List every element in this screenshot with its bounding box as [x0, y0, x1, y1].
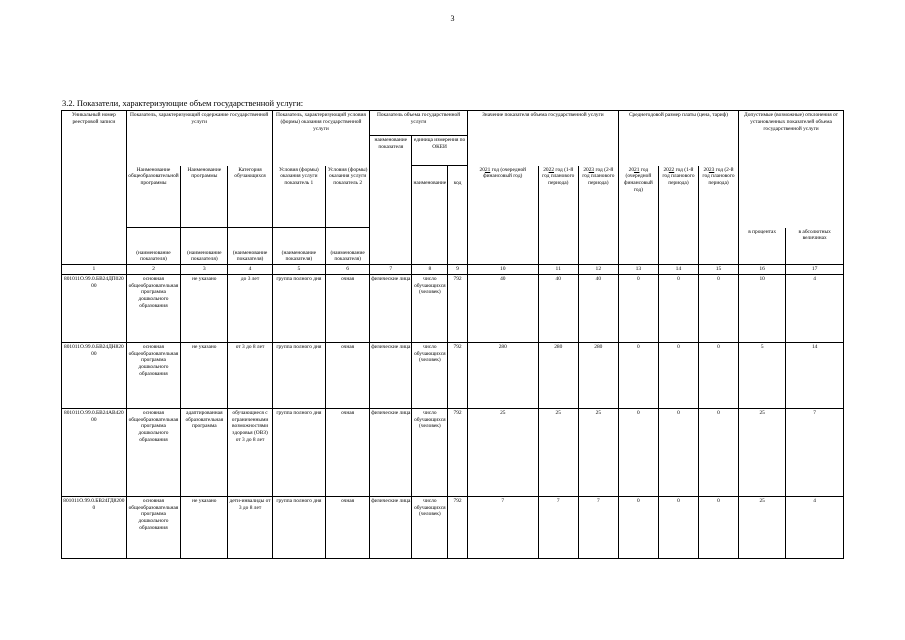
row-value-y1: 7 — [467, 496, 538, 558]
naim-cond2: (наименование показателя) — [326, 228, 370, 265]
header-year-1 — [467, 166, 538, 265]
year-2-post: год (1-й год планового периода) — [542, 166, 575, 186]
row-indicator: физические лица — [370, 342, 412, 408]
row-cond2: очная — [326, 342, 370, 408]
row-fee-y1: 0 — [618, 342, 658, 408]
naim-category: (наименование показателя) — [228, 228, 272, 265]
row-deviation-absolute: 14 — [786, 342, 844, 408]
header-unit-okei: единица измерения по ОКЕИ — [412, 136, 467, 166]
header-row-3 — [62, 166, 844, 228]
header-content-indicator: Показатель, характеризующий содержание государственной услуги — [126, 111, 272, 136]
naim-program-name: (наименование показателя) — [181, 228, 228, 265]
row-value-y1: 25 — [467, 408, 538, 496]
row-value-y3: 40 — [578, 274, 618, 342]
fee-year-1-num: 21 — [634, 166, 640, 173]
row-program-name: не указано — [181, 496, 228, 558]
row-program: основная общеобразовательная программа дошкольного образования — [126, 274, 180, 342]
fee-year-1-pre: 20 — [628, 166, 635, 173]
row-value-y2: 25 — [538, 408, 578, 496]
row-category: обучающиеся с ограниченными возможностями здоровья (ОВЗ) от 3 до 8 лет — [228, 408, 272, 496]
header-col-program: Наименование общеобразовательной программы — [126, 166, 180, 228]
row-program-name: не указано — [181, 342, 228, 408]
row-unit: число обучающихся (человек) — [412, 274, 448, 342]
year-1-num: 21 — [484, 166, 491, 173]
table-row — [62, 342, 844, 408]
row-program-name: адаптированная образовательная программа — [181, 408, 228, 496]
row-code: 792 — [448, 274, 468, 342]
row-category: дети-инвалиды от 3 до 8 лет — [228, 496, 272, 558]
table-row — [62, 408, 844, 496]
row-fee-y1: 0 — [618, 274, 658, 342]
column-number: 13 — [618, 265, 658, 275]
fee-year-2-post: год (1-й год планового периода) — [662, 166, 695, 186]
row-indicator: физические лица — [370, 408, 412, 496]
column-number: 14 — [658, 265, 698, 275]
column-number: 17 — [786, 265, 844, 275]
table-row — [62, 496, 844, 558]
column-number: 7 — [370, 265, 412, 275]
row-registry-number: 801011О.99.0.БВ24АВ42000 — [62, 408, 127, 496]
header-deviations: Допустимые (возможные) отклонения от установленных показателей объема государственной услуги — [739, 111, 844, 228]
header-indicator-name: наименование показателя — [370, 136, 412, 265]
column-number: 12 — [578, 265, 618, 275]
row-cond1: группа полного дня — [272, 274, 325, 342]
section-title: 3.2. Показатели, характеризующие объем государственной услуги: — [62, 98, 304, 108]
year-3-post: год (2-й год планового периода) — [582, 166, 615, 186]
row-fee-y2: 0 — [658, 274, 698, 342]
row-cond1: группа полного дня — [272, 496, 325, 558]
row-value-y3: 280 — [578, 342, 618, 408]
row-deviation-percent: 25 — [739, 408, 786, 496]
header-row-1 — [62, 111, 844, 136]
column-number: 1 — [62, 265, 127, 275]
table-row — [62, 274, 844, 342]
header-fee-year-3 — [698, 166, 738, 265]
row-fee-y3: 0 — [698, 342, 738, 408]
column-number: 10 — [467, 265, 538, 275]
row-deviation-percent: 10 — [739, 274, 786, 342]
row-value-y3: 7 — [578, 496, 618, 558]
year-2-pre: 20 — [543, 166, 549, 173]
row-fee-y2: 0 — [658, 496, 698, 558]
row-program: основная общеобразовательная программа дошкольного образования — [126, 342, 180, 408]
header-year-2 — [538, 166, 578, 265]
column-number: 9 — [448, 265, 468, 275]
row-fee-y2: 0 — [658, 342, 698, 408]
row-cond1: группа полного дня — [272, 408, 325, 496]
row-fee-y1: 0 — [618, 408, 658, 496]
row-cond2: очная — [326, 408, 370, 496]
row-fee-y3: 0 — [698, 274, 738, 342]
row-value-y2: 7 — [538, 496, 578, 558]
column-number: 4 — [228, 265, 272, 275]
row-value-y2: 280 — [538, 342, 578, 408]
row-fee-y3: 0 — [698, 408, 738, 496]
row-unit: число обучающихся (человек) — [412, 408, 448, 496]
row-category: до 3 лет — [228, 274, 272, 342]
row-value-y1: 280 — [467, 342, 538, 408]
row-category: от 3 до 8 лет — [228, 342, 272, 408]
column-number: 2 — [126, 265, 180, 275]
column-number: 3 — [181, 265, 228, 275]
fee-year-2-pre: 20 — [663, 166, 669, 173]
row-value-y3: 25 — [578, 408, 618, 496]
row-cond2: очная — [326, 496, 370, 558]
row-program: основная общеобразовательная программа дошкольного образования — [126, 496, 180, 558]
row-unit: число обучающихся (человек) — [412, 496, 448, 558]
row-code: 792 — [448, 342, 468, 408]
header-percent: в процентах — [739, 228, 786, 265]
column-number: 6 — [326, 265, 370, 275]
header-fee-year-2 — [658, 166, 698, 265]
row-deviation-absolute: 7 — [786, 408, 844, 496]
header-absolute: в абсолютных величинах — [786, 228, 844, 265]
header-col-cond2: Условия (формы) оказания услуги показатель 2 — [326, 166, 370, 228]
row-program: основная общеобразовательная программа дошкольного образования — [126, 408, 180, 496]
row-indicator: физические лица — [370, 496, 412, 558]
year-3-num: 23 — [588, 166, 595, 173]
header-year-3 — [578, 166, 618, 265]
header-conditions-indicator: Показатель, характеризующий условия (формы) оказания государственной услуги — [272, 111, 370, 166]
row-fee-y1: 0 — [618, 496, 658, 558]
row-unit: число обучающихся (человек) — [412, 342, 448, 408]
year-3-pre: 20 — [583, 166, 589, 173]
header-avg-fee: Среднегодовой размер платы (цена, тариф) — [618, 111, 738, 166]
fee-year-2-num: 22 — [668, 166, 675, 173]
fee-year-3-num: 23 — [708, 166, 715, 173]
year-2-num: 22 — [548, 166, 555, 173]
row-deviation-percent: 25 — [739, 496, 786, 558]
page-number: 3 — [450, 14, 455, 23]
fee-year-1-post: год (очередной финансовый год) — [624, 166, 653, 193]
header-fee-year-1 — [618, 166, 658, 265]
header-content-spacer — [126, 136, 272, 166]
header-unique-number: Уникальный номер реестровой записи — [62, 111, 127, 265]
naim-program: (наименование показателя) — [126, 228, 180, 265]
row-registry-number: 801011О.99.0.БВ24ГД82000 — [62, 496, 127, 558]
row-value-y1: 40 — [467, 274, 538, 342]
row-deviation-absolute: 4 — [786, 496, 844, 558]
volume-indicators-table — [61, 110, 844, 559]
row-fee-y2: 0 — [658, 408, 698, 496]
row-code: 792 — [448, 408, 468, 496]
column-numbers-row — [62, 265, 844, 275]
row-deviation-absolute: 4 — [786, 274, 844, 342]
row-cond1: группа полного дня — [272, 342, 325, 408]
header-col-category: Категория обучающихся — [228, 166, 272, 228]
header-unit-name: наименование — [412, 166, 448, 265]
row-registry-number: 801011О.99.0.БВ24ДП02000 — [62, 274, 127, 342]
column-number: 15 — [698, 265, 738, 275]
naim-cond1: (наименование показателя) — [272, 228, 325, 265]
year-1-post: год (очередной финансовый год) — [483, 166, 527, 180]
column-number: 5 — [272, 265, 325, 275]
row-fee-y3: 0 — [698, 496, 738, 558]
year-1-pre: 20 — [479, 166, 485, 173]
fee-year-3-pre: 20 — [703, 166, 709, 173]
header-col-program-name: Наименование программы — [181, 166, 228, 228]
column-number: 16 — [739, 265, 786, 275]
row-program-name: не указано — [181, 274, 228, 342]
row-code: 792 — [448, 496, 468, 558]
row-deviation-percent: 5 — [739, 342, 786, 408]
header-volume-indicator: Показатель объема государственной услуги — [370, 111, 468, 136]
header-unit-code: код — [448, 166, 468, 265]
column-number: 11 — [538, 265, 578, 275]
header-col-cond1: Условия (формы) оказания услуги показатель 1 — [272, 166, 325, 228]
row-registry-number: 801011О.99.0.БВ24ДН82000 — [62, 342, 127, 408]
fee-year-3-post: год (2-й год планового периода) — [702, 166, 735, 186]
row-value-y2: 40 — [538, 274, 578, 342]
column-number: 8 — [412, 265, 448, 275]
row-cond2: очная — [326, 274, 370, 342]
row-indicator: физические лица — [370, 274, 412, 342]
header-volume-value: Значение показателя объема государственной услуги — [467, 111, 618, 166]
